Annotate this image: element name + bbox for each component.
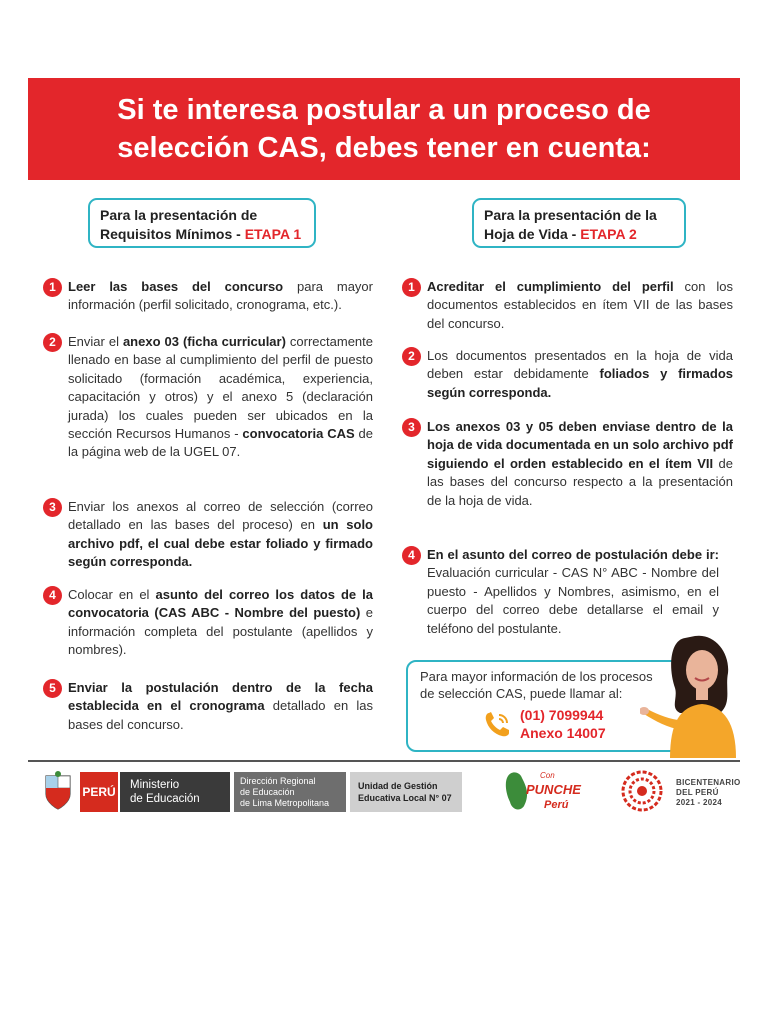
step-text: de las bases del concurso respecto a la presentación de la hoja de vida.: [427, 455, 733, 508]
step-number-badge: 1: [402, 278, 421, 297]
step-text: Enviar los anexos al correo de selección (correo detallado en las bases del proceso) en: [68, 499, 373, 533]
step-text: Colocar en el: [68, 587, 156, 602]
step-number-badge: 3: [43, 498, 62, 517]
step-number-badge: 2: [43, 333, 62, 352]
step-bold-text: un solo archivo pdf, el cual debe estar foliado y firmado según corresponda.: [68, 517, 373, 570]
woman-illustration: [640, 628, 760, 758]
step-text: con los documentos establecidos en ítem VII de las bases del concurso.: [427, 279, 733, 331]
phone-numbers: [520, 706, 606, 742]
right-step-3: [408, 418, 733, 510]
step-number-badge: 4: [43, 586, 62, 605]
stage-1-line-1: Para la presentación de: [100, 207, 258, 223]
dre-logo: [234, 772, 346, 812]
bicent-line-3: 2021 - 2024: [676, 798, 723, 807]
step-bold-text: anexo 03 (ficha curricular): [122, 334, 286, 349]
step-text: e información completa del postulante (apellidos y nombres).: [68, 605, 374, 658]
step-text: para mayor información (perfil solicitado, cronograma, etc.).: [68, 279, 373, 313]
step-text: Evaluación curricular - CAS N° ABC - Nombre del puesto - Apellidos y Nombres, asimismo, en el cuerpo del correo debe detallarse el email y teléfono del postulante.: [427, 565, 719, 636]
step-number-badge: 4: [402, 546, 421, 565]
left-step-5: [49, 679, 374, 734]
step-number-badge: 1: [43, 278, 62, 297]
stage-1-label: Requisitos Mínimos -: [100, 226, 245, 242]
ugel-logo: [350, 772, 462, 812]
peru-logo: PERÚ: [80, 772, 118, 812]
right-step-2: [408, 347, 733, 402]
step-text: de la página web de la UGEL 07.: [68, 426, 373, 460]
step-text: Los documentos presentados en la hoja de vida deben estar debidamente: [427, 348, 733, 382]
title-line-2: selección CAS, debes tener en cuenta:: [117, 132, 651, 164]
punche-text-1: Con: [540, 771, 555, 780]
step-number-badge: 5: [43, 679, 62, 698]
step-bold-text: Acreditar el cumplimiento del perfil: [427, 279, 674, 294]
ugel-line-2: Educativa Local N° 07: [358, 793, 452, 803]
dre-line-3: de Lima Metropolitana: [240, 798, 330, 808]
step-text: correctamente llenado en base al cumplimiento del perfil de puesto solicitado (formación académica, experiencia, capacitación y otros) y el anexo 5 (declaración jurada) los cuales pueden ser ubicados en la sección Recursos Humanos -: [68, 334, 373, 442]
stage-1-etapa: ETAPA 1: [244, 226, 302, 242]
ugel-line-1: Unidad de Gestión: [358, 781, 438, 791]
stage-2-label: Hoja de Vida -: [484, 226, 581, 242]
minedu-logo: [120, 772, 230, 812]
left-step-2: [49, 333, 373, 462]
step-bold-text: Los anexos 03 y 05 deben enviase dentro de la hoja de vida documentada en un solo archivo pdf siguiendo el orden establecido en el ítem VII: [427, 419, 733, 471]
step-bold-text: Enviar la postulación dentro de la fecha establecida en el cronograma: [68, 680, 373, 714]
step-number-badge: 2: [402, 347, 421, 366]
footer-divider: [28, 760, 740, 762]
stage-2-box: [472, 198, 686, 248]
punche-text-2: PUNCHE: [526, 782, 581, 797]
dre-line-2: de Educación: [240, 787, 295, 797]
phone-number: (01) 7099944: [520, 707, 604, 723]
stage-1-box: [88, 198, 316, 248]
step-bold-text: foliados y firmados según corresponda.: [427, 366, 733, 400]
minedu-line-2: de Educación: [130, 793, 200, 805]
step-text: Enviar el: [68, 334, 123, 349]
left-step-3: [49, 498, 373, 572]
step-bold-text: En el asunto del correo de postulación debe ir:: [427, 547, 719, 562]
left-step-4: [49, 586, 374, 660]
step-bold-text: asunto del correo los datos de la convocatoria (CAS ABC - Nombre del puesto): [68, 587, 373, 621]
step-bold-text: convocatoria CAS: [242, 426, 355, 442]
title-line-1: Si te interesa postular a un proceso de: [117, 94, 651, 126]
stage-2-line-1: Para la presentación de la: [484, 207, 657, 223]
phone-icon: [480, 708, 514, 742]
phone-extension: Anexo 14007: [520, 725, 606, 741]
bicentenario-text: [676, 778, 741, 808]
info-line-1: Para mayor información de los procesos: [420, 669, 653, 684]
step-text: detallado en las bases del concurso.: [68, 698, 374, 732]
punche-peru-logo: [500, 766, 590, 816]
punche-text-3: Perú: [544, 799, 569, 811]
minedu-line-1: Ministerio: [130, 779, 180, 791]
bicent-line-2: DEL PERÚ: [676, 788, 719, 797]
peru-coat-of-arms-icon: [40, 770, 76, 812]
title-banner: [28, 78, 740, 180]
right-step-1: [408, 278, 733, 333]
stage-1-line-2: [100, 225, 304, 244]
dre-line-1: Dirección Regional: [240, 776, 316, 786]
step-number-badge: 3: [402, 418, 421, 437]
stage-2-etapa: ETAPA 2: [580, 226, 637, 242]
left-step-1: [49, 278, 373, 315]
stage-2-line-2: [484, 225, 674, 244]
bicent-line-1: BICENTENARIO: [676, 778, 741, 787]
info-line-2: de selección CAS, puede llamar al:: [420, 686, 623, 701]
right-step-4: [408, 546, 719, 638]
step-bold-text: Leer las bases del concurso: [68, 279, 284, 294]
